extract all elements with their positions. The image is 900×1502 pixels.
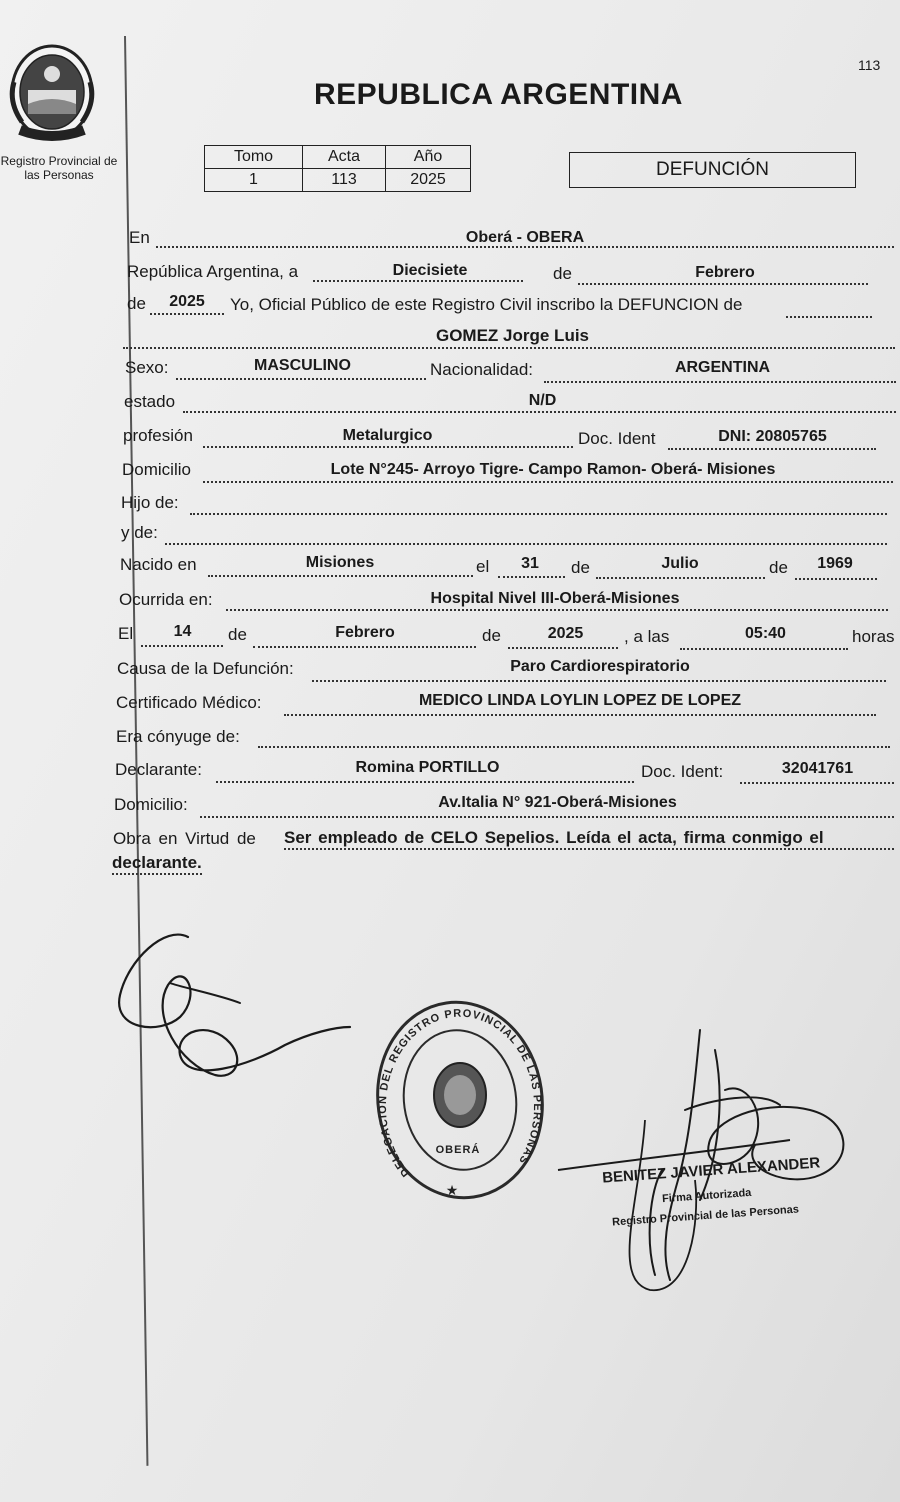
label-doc-ident: Doc. Ident	[578, 429, 656, 448]
declarant-signature	[110, 925, 360, 1095]
profession-value: Metalurgico	[342, 427, 433, 444]
doc-id-value: DNI: 20805765	[718, 428, 827, 445]
acta-header: Acta	[303, 146, 386, 169]
field-line	[183, 411, 896, 413]
field-line	[508, 647, 618, 649]
registry-label: Registro Provincial de las Personas	[0, 154, 118, 182]
field-line	[668, 448, 876, 450]
field-line	[312, 680, 886, 682]
margin-line	[124, 36, 148, 1466]
document-title: REPUBLICA ARGENTINA	[314, 78, 683, 111]
declarant-doc-value: 32041761	[781, 760, 854, 777]
declarant-address-value: Av.Italia N° 921-Oberá-Misiones	[438, 794, 677, 811]
medical-certificate-value: MEDICO LINDA LOYLIN LOPEZ DE LOPEZ	[418, 692, 742, 709]
year-value: 2025	[169, 293, 205, 310]
label-de: de	[769, 558, 788, 577]
field-line	[165, 543, 887, 545]
label-nacionalidad: Nacionalidad:	[430, 360, 534, 379]
label-horas: horas	[852, 627, 895, 646]
registry-seal	[370, 995, 550, 1205]
field-line	[596, 577, 765, 579]
label-de-year: de	[127, 294, 146, 313]
label-de: de	[553, 264, 572, 283]
cause-value: Paro Cardiorespiratorio	[510, 658, 690, 675]
label-en: En	[129, 228, 150, 247]
nationality-value: ARGENTINA	[674, 359, 771, 376]
label-de: de	[571, 558, 590, 577]
deceased-name-value: GOMEZ Jorge Luis	[435, 326, 590, 345]
field-line	[786, 316, 872, 318]
official-office: Registro Provincial de las Personas	[611, 1203, 800, 1229]
birth-year-value: 1969	[817, 555, 853, 572]
label-de: de	[482, 626, 501, 645]
field-line	[203, 481, 893, 483]
field-line	[258, 746, 890, 748]
field-line	[123, 347, 895, 349]
field-line	[150, 313, 224, 315]
label-yo-oficial: Yo, Oficial Público de este Registro Civil inscribo la DEFUNCION de	[230, 295, 743, 314]
sex-value: MASCULINO	[254, 357, 351, 374]
field-line	[795, 578, 877, 580]
death-time-value: 05:40	[745, 625, 786, 642]
ano-value: 2025	[386, 169, 471, 192]
month-value: Febrero	[695, 264, 755, 281]
book-reference-table	[204, 145, 471, 192]
field-line	[498, 576, 565, 578]
tomo-value: 1	[205, 169, 303, 192]
label-obra: Obra en Virtud de	[113, 829, 256, 848]
seal-ring-text: DELEGACION DEL REGISTRO PROVINCIAL DE LAS PERSONAS	[376, 1007, 544, 1179]
label-estado: estado	[124, 392, 176, 411]
place-value: Oberá - OBERA	[465, 229, 585, 246]
label-y-de: y de:	[121, 523, 158, 542]
label-profesion: profesión	[123, 426, 193, 445]
record-type-box: DEFUNCIÓN	[569, 152, 856, 188]
page-number: 113	[858, 57, 881, 73]
field-line	[544, 381, 896, 383]
death-year-value: 2025	[547, 625, 584, 642]
acta-value: 113	[303, 169, 386, 192]
field-line	[200, 816, 894, 818]
label-el-death: El	[118, 624, 134, 643]
birth-month-value: Julio	[661, 555, 699, 572]
label-ocurrida-en: Ocurrida en:	[119, 590, 213, 609]
label-domicilio-declarante: Domicilio:	[114, 795, 188, 814]
field-line	[740, 782, 894, 784]
seal-city: OBERÁ	[435, 1144, 481, 1156]
birth-place-value: Misiones	[305, 554, 375, 571]
declarant-value: Romina PORTILLO	[355, 759, 500, 776]
address-value: Lote N°245- Arroyo Tigre- Campo Ramon- Oberá- Misiones	[330, 461, 776, 478]
label-declarante: Declarante:	[115, 760, 202, 779]
death-month-value: Febrero	[335, 624, 395, 641]
label-hijo-de: Hijo de:	[121, 493, 179, 512]
field-line	[141, 645, 223, 647]
day-words-value: Diecisiete	[392, 262, 468, 279]
field-line	[680, 648, 848, 650]
field-line	[578, 283, 868, 285]
ano-header: Año	[386, 146, 471, 169]
label-de: de	[228, 625, 247, 644]
field-line	[203, 446, 573, 448]
field-line	[176, 378, 426, 380]
label-causa: Causa de la Defunción:	[117, 659, 294, 678]
death-day-value: 14	[173, 623, 192, 640]
birth-day-value: 31	[521, 555, 539, 572]
field-line	[253, 646, 476, 648]
official-name: BENITEZ JAVIER ALEXANDER	[601, 1154, 821, 1187]
label-nacido-en: Nacido en	[120, 555, 197, 574]
label-doc-ident-declarante: Doc. Ident:	[641, 762, 724, 781]
label-a-las: , a las	[624, 627, 670, 646]
tomo-header: Tomo	[205, 146, 303, 169]
field-line	[190, 513, 887, 515]
obra-reason-line1: Ser empleado de CELO Sepelios. Leída el acta, firma conmigo el	[284, 828, 894, 850]
label-el: el	[476, 557, 490, 576]
occurred-at-value: Hospital Nivel III-Oberá-Misiones	[430, 590, 680, 607]
label-conyuge: Era cónyuge de:	[116, 727, 240, 746]
field-line	[216, 781, 634, 783]
field-line	[208, 575, 473, 577]
label-domicilio: Domicilio	[122, 460, 191, 479]
official-role: Firma Autorizada	[661, 1186, 752, 1206]
label-sexo: Sexo:	[125, 358, 169, 377]
field-line	[226, 609, 888, 611]
label-republica: República Argentina, a	[127, 262, 299, 281]
field-line	[313, 280, 523, 282]
seal-star-icon: ★	[445, 1182, 459, 1198]
field-line	[284, 714, 876, 716]
obra-reason-line2: declarante.	[112, 853, 202, 875]
marital-status-value: N/D	[528, 392, 557, 409]
label-certificado: Certificado Médico:	[116, 693, 262, 712]
province-logo	[6, 42, 98, 142]
